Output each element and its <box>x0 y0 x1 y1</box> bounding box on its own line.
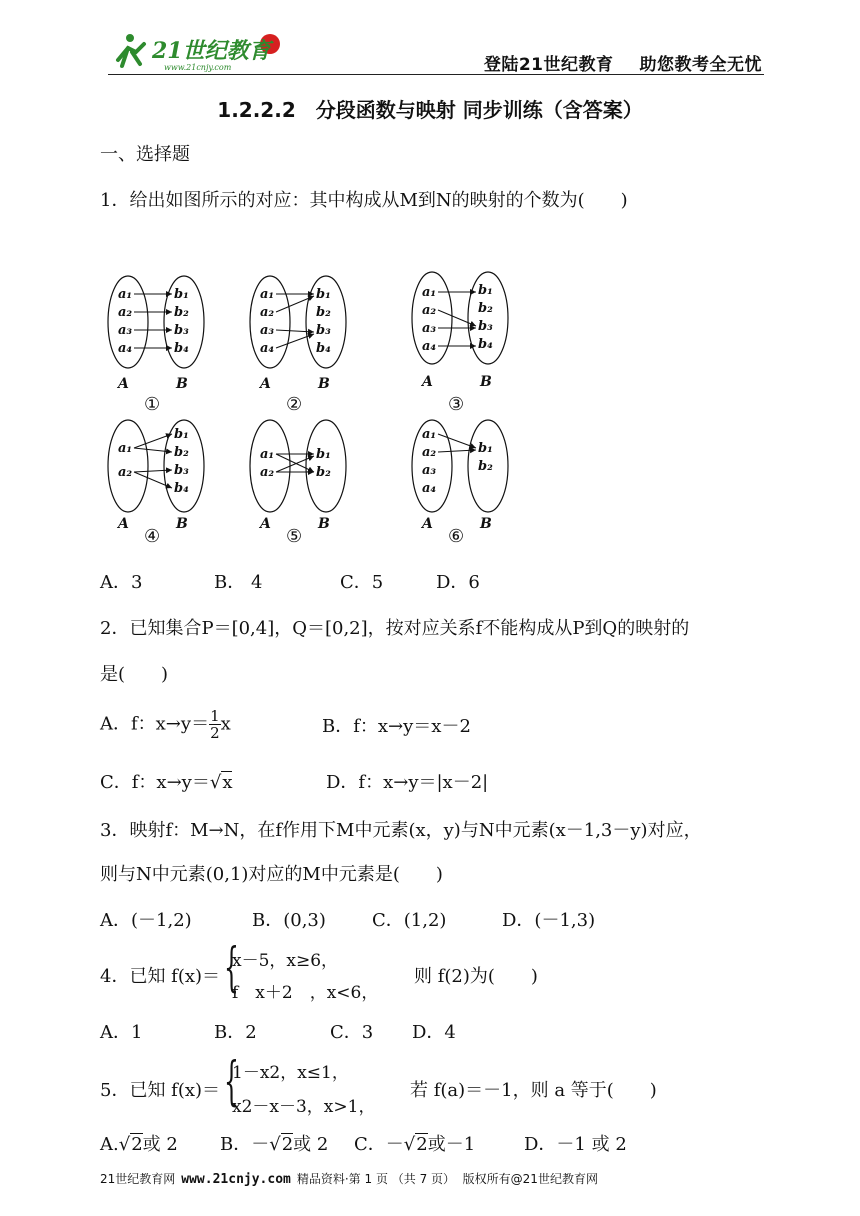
svg-text:b₄: b₄ <box>174 481 189 496</box>
section-heading: 一、选择题 <box>100 144 190 165</box>
header-slogan <box>484 50 762 75</box>
header-tagline: 助您教考全无忧 <box>639 55 762 75</box>
svg-text:A: A <box>118 376 129 392</box>
footer-site: 21世纪教育网 <box>100 1172 176 1186</box>
q5-option-b: B．－√2或 2 <box>220 1134 329 1155</box>
q4-option-c: C．3 <box>330 1022 374 1043</box>
page-title: 1.2.2.2 分段函数与映射 同步训练（含答案） <box>217 98 643 122</box>
svg-text:b₂: b₂ <box>316 305 331 320</box>
svg-text:a₂: a₂ <box>422 303 437 318</box>
svg-text:a₁: a₁ <box>260 287 275 302</box>
svg-text:A: A <box>260 376 271 392</box>
svg-text:a₃: a₃ <box>118 323 133 338</box>
q1-mapping-diagrams <box>100 270 540 550</box>
diagram-number: ② <box>286 394 303 415</box>
svg-text:B: B <box>480 374 492 390</box>
q5-suffix: 若 f(a)＝－1，则 a 等于( ) <box>410 1080 657 1101</box>
q1-option-a: A．3 <box>100 572 143 593</box>
q4-option-d: D．4 <box>412 1022 456 1043</box>
svg-text:b₃: b₃ <box>174 323 189 338</box>
svg-text:a₁: a₁ <box>422 427 437 442</box>
svg-text:b₃: b₃ <box>478 319 493 334</box>
q1-option-b: B． 4 <box>214 572 263 593</box>
diagram-number: ⑥ <box>448 526 465 547</box>
svg-text:A: A <box>422 374 433 390</box>
svg-text:b₄: b₄ <box>478 337 493 352</box>
diagram-number: ① <box>144 394 161 415</box>
site-logo <box>108 30 288 72</box>
header-rule <box>108 74 764 75</box>
svg-text:a₄: a₄ <box>422 339 437 354</box>
fraction: $\frac{1}{2}$ <box>210 707 220 742</box>
q2-stem-line2: 是( ) <box>100 664 169 685</box>
q3-stem-line1: 3．映射f：M→N，在f作用下M中元素(x，y)与N中元素(x－1,3－y)对应， <box>100 820 702 841</box>
svg-text:b₂: b₂ <box>478 301 493 316</box>
runner-icon <box>118 34 144 66</box>
svg-text:a₁: a₁ <box>260 447 275 462</box>
svg-text:a₁: a₁ <box>118 441 133 456</box>
q5-option-d: D．－1 或 2 <box>524 1134 627 1155</box>
q4-option-b: B．2 <box>214 1022 257 1043</box>
svg-text:a₁: a₁ <box>118 287 133 302</box>
svg-text:b₂: b₂ <box>478 459 493 474</box>
svg-text:a₄: a₄ <box>422 481 437 496</box>
logo-text: 21世纪教育 <box>152 38 271 64</box>
q1-option-d: D．6 <box>436 572 480 593</box>
q3-option-c: C．(1,2) <box>372 910 447 931</box>
q5-case-1: 1－x2，x≤1， <box>232 1063 349 1083</box>
q1-stem: 1．给出如图所示的对应：其中构成从M到N的映射的个数为( ) <box>100 190 628 211</box>
q5-case-2: x2－x－3，x>1， <box>232 1097 376 1117</box>
svg-text:b₂: b₂ <box>316 465 331 480</box>
footer-page-info: 精品资料·第 1 页 （共 7 页） <box>296 1172 456 1186</box>
svg-text:b₁: b₁ <box>316 447 331 462</box>
q4-prefix: 4．已知 f(x)＝ <box>100 966 221 987</box>
svg-text:a₂: a₂ <box>118 305 133 320</box>
diagram-number: ④ <box>144 526 161 547</box>
svg-text:a₂: a₂ <box>260 465 275 480</box>
svg-text:a₃: a₃ <box>422 463 437 478</box>
q4-suffix: 则 f(2)为( ) <box>414 966 538 987</box>
q2-stem-line1: 2．已知集合P＝[0,4]，Q＝[0,2]，按对应关系f不能构成从P到Q的映射的 <box>100 618 690 639</box>
svg-text:B: B <box>480 516 492 532</box>
q5-option-c: C．－√2或－1 <box>354 1134 476 1155</box>
q1-option-c: C．5 <box>340 572 384 593</box>
svg-text:B: B <box>318 516 330 532</box>
q3-stem-line2: 则与N中元素(0,1)对应的M中元素是( ) <box>100 864 443 885</box>
svg-text:B: B <box>176 376 188 392</box>
q4-case-1: x－5，x≥6， <box>232 951 339 971</box>
svg-text:B: B <box>318 376 330 392</box>
svg-text:a₃: a₃ <box>260 323 275 338</box>
svg-text:A: A <box>260 516 271 532</box>
svg-text:b₄: b₄ <box>174 341 189 356</box>
q3-option-d: D．(－1,3) <box>502 910 596 931</box>
q5-prefix: 5．已知 f(x)＝ <box>100 1080 221 1101</box>
header-login-text: 登陆21世纪教育 <box>483 55 614 75</box>
svg-text:a₂: a₂ <box>260 305 275 320</box>
q5-option-a: A.√2或 2 <box>100 1134 178 1155</box>
svg-text:a₁: a₁ <box>422 285 437 300</box>
svg-text:a₄: a₄ <box>118 341 133 356</box>
svg-text:b₂: b₂ <box>174 305 189 320</box>
q2-option-b: B．f：x→y＝x－2 <box>322 716 471 737</box>
svg-text:A: A <box>118 516 129 532</box>
q5-brace: { <box>224 1052 239 1112</box>
q4-case-2: f x＋2 ，x<6， <box>232 983 379 1003</box>
svg-text:b₃: b₃ <box>174 463 189 478</box>
svg-text:a₃: a₃ <box>422 321 437 336</box>
svg-text:b₂: b₂ <box>174 445 189 460</box>
q4-brace: { <box>224 938 239 998</box>
q2-option-a: A．f：x→y＝ $\frac{1}{2}$ x <box>100 707 231 742</box>
q3-option-b: B．(0,3) <box>252 910 326 931</box>
svg-text:a₂: a₂ <box>118 465 133 480</box>
svg-text:b₃: b₃ <box>316 323 331 338</box>
svg-text:B: B <box>176 516 188 532</box>
svg-text:b₁: b₁ <box>316 287 331 302</box>
page-footer <box>100 1170 598 1187</box>
diagram-number: ③ <box>448 394 465 415</box>
q3-option-a: A．(－1,2) <box>100 910 192 931</box>
q2-option-c: C．f：x→y＝√x <box>100 772 233 793</box>
q4-option-a: A．1 <box>100 1022 143 1043</box>
svg-text:b₁: b₁ <box>174 287 189 302</box>
svg-text:b₁: b₁ <box>174 427 189 442</box>
diagram-number: ⑤ <box>286 526 303 547</box>
q2-option-d: D．f：x→y＝|x－2| <box>326 772 489 793</box>
svg-text:a₂: a₂ <box>422 445 437 460</box>
svg-text:A: A <box>422 516 433 532</box>
logo-url: www.21cnjy.com <box>164 63 232 72</box>
footer-url[interactable]: www.21cnjy.com <box>181 1172 291 1187</box>
svg-text:b₁: b₁ <box>478 283 493 298</box>
svg-text:b₄: b₄ <box>316 341 331 356</box>
footer-copyright: 版权所有@21世纪教育网 <box>462 1172 598 1186</box>
svg-text:b₁: b₁ <box>478 441 493 456</box>
svg-text:a₄: a₄ <box>260 341 275 356</box>
